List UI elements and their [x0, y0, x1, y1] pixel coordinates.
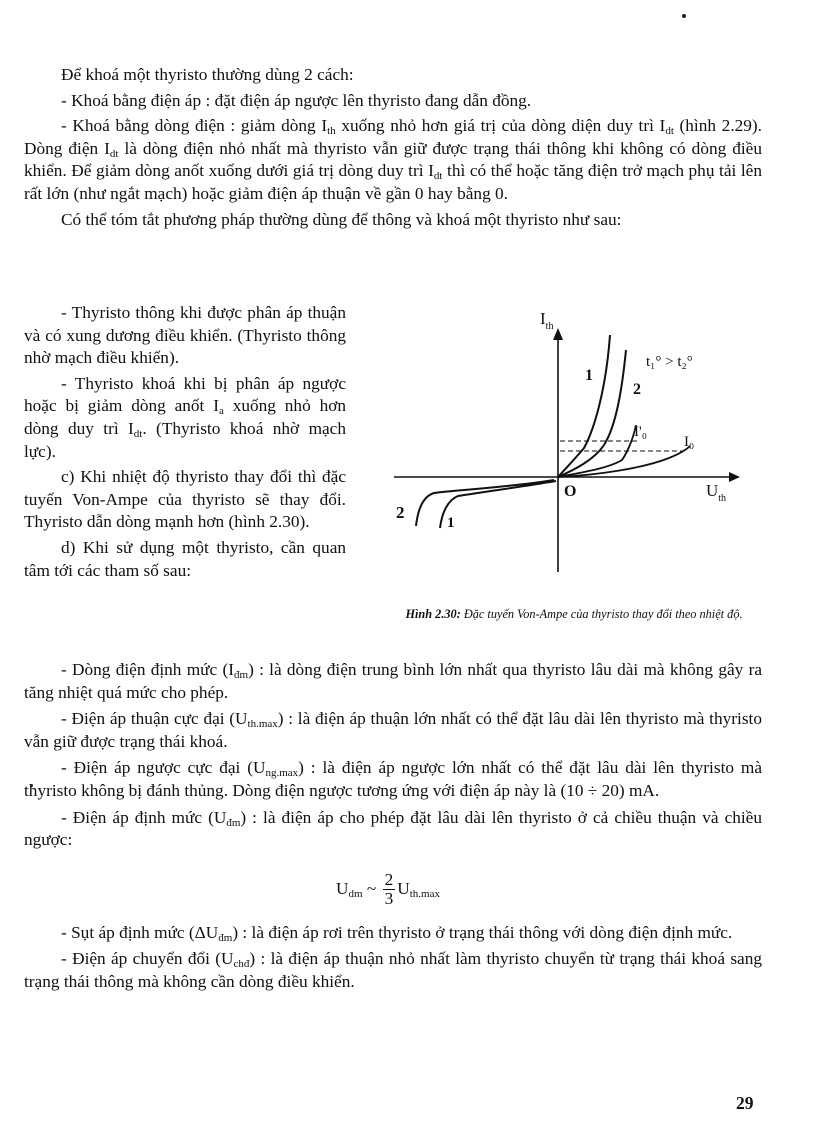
paragraph: - Điện áp chuyển đổi $(U_{chđ})$ : là điện áp thuận nhỏ nhất làm thyristo chuyển từ trạng thái khoá sang trạng thái thông mà không cần dòng điều khiển. — [24, 949, 762, 991]
paragraph: Để khoá một thyristo thường dùng 2 cách: — [61, 65, 354, 84]
paragraph: - Dòng điện định mức $(I_{đm})$ : là dòng điện trung bình lớn nhất qua thyristo lâu dài mà không gây ra tăng nhiệt quá mức cho phép. — [24, 660, 762, 702]
curve-1-reverse — [440, 481, 556, 528]
curve-1-label: 1 — [585, 367, 593, 384]
paragraph: - Điện áp ngược cực đại $(U_{ng.max})$ : là điện áp ngược lớn nhất có thể đặt lâu dài lên thyristo mà thyristo không bị đánh thủng. Dòng điện ngược tương ứng với điện áp này là (10 ÷ 20) mA. — [24, 758, 763, 800]
paragraph: c) Khi nhiệt độ thyristo thay đổi thì đặc tuyến Von-Ampe của thyristo sẽ thay đổi. Thyristo dẫn dòng mạnh hơn (hình 2.30). — [24, 467, 346, 532]
x-axis-arrow — [729, 472, 740, 482]
curve-2-reverse — [416, 480, 554, 526]
temperature-relation: t₁° > t₂° — [646, 354, 693, 370]
formula-udm: $U_{dm}$ ~ $\frac{2}{3}$ $U_{th.max}$ — [336, 870, 440, 909]
paragraph: - Thyristo khoá khi bị phân áp ngược hoặc bị giảm dòng anốt $I_a$ xuống nhỏ hơn dòng duy trì $I_{dt}$. (Thyristo khoá nhờ mạch lực). — [24, 373, 346, 461]
i0-label: I₀ — [684, 434, 695, 450]
paragraph: d) Khi sử dụng một thyristo, cần quan tâm tới các tham số sau: — [24, 537, 346, 580]
print-speck — [682, 14, 686, 18]
curve-1-forward — [558, 335, 610, 477]
figure-2-30 — [384, 300, 764, 660]
axis-y-label: $I_{th}$ — [540, 309, 554, 332]
page-number: 29 — [736, 1093, 754, 1113]
i0-prime-label: I'₀ — [634, 424, 647, 440]
paragraph: - Khoá bằng điện áp : đặt điện áp ngược lên thyristo đang dẫn đồng. — [61, 90, 532, 110]
curve-2-reverse-label: 2 — [396, 503, 405, 522]
paragraph: - Điện áp thuận cực đại $(U_{th.max})$ : là điện áp thuận lớn nhất có thể đặt lâu dài lên thyristo mà thyristo vẫn giữ được trạng thái khoá. — [24, 709, 762, 751]
origin-label: O — [564, 483, 577, 500]
paragraph: - Điện áp định mức $(U_{đm})$ : là điện áp cho phép đặt lâu dài lên thyristo ở cả chiều thuận và chiều ngược: — [24, 807, 762, 850]
paragraph: - Khoá bằng dòng điện : giảm dòng $I_{th}$ xuống nhỏ hơn giá trị của dòng diện duy trì $I_{dt}$ (hình 2.29). Dòng điện $I_{dt}$ là dòng điện nhỏ nhất mà thyristo vẫn giữ được trạng thái thông khi không có dòng điều khiển. Để giảm dòng anốt xuống dưới giá trị dòng duy trì $I_{dt}$ thì có thể hoặc tăng điện trở mạch phụ tải lên rất lớn (như ngắt mạch) hoặc giảm điện áp thuận về gần 0 hay bằng 0. — [24, 116, 762, 203]
paragraph: - Thyristo thông khi được phân áp thuận và có xung dương điều khiển. (Thyristo thông nhờ mạch điều khiển). — [24, 303, 346, 368]
figure-caption: Hình 2.30: Đặc tuyến Von-Ampe của thyristo thay đổi theo nhiệt độ. — [405, 607, 743, 621]
curve-2-label: 2 — [633, 381, 641, 398]
y-axis-arrow — [553, 328, 563, 340]
left-column-text — [24, 302, 346, 582]
von-ampe-diagram — [384, 300, 764, 600]
curve-1-reverse-label: 1 — [447, 515, 455, 531]
intro-section — [24, 64, 762, 231]
parameters-section — [24, 655, 762, 994]
fraction: $\frac{2}{3}$ — [384, 870, 394, 909]
axis-x-label: $U_{th}$ — [706, 481, 727, 504]
paragraph: - Sụt áp định mức $(\Delta U_{đm})$ : là điện áp rơi trên thyristo ở trạng thái thông với dòng điện định mức. — [61, 922, 733, 944]
paragraph: Có thể tóm tắt phương pháp thường dùng để thông và khoá một thyristo như sau: — [61, 209, 622, 229]
